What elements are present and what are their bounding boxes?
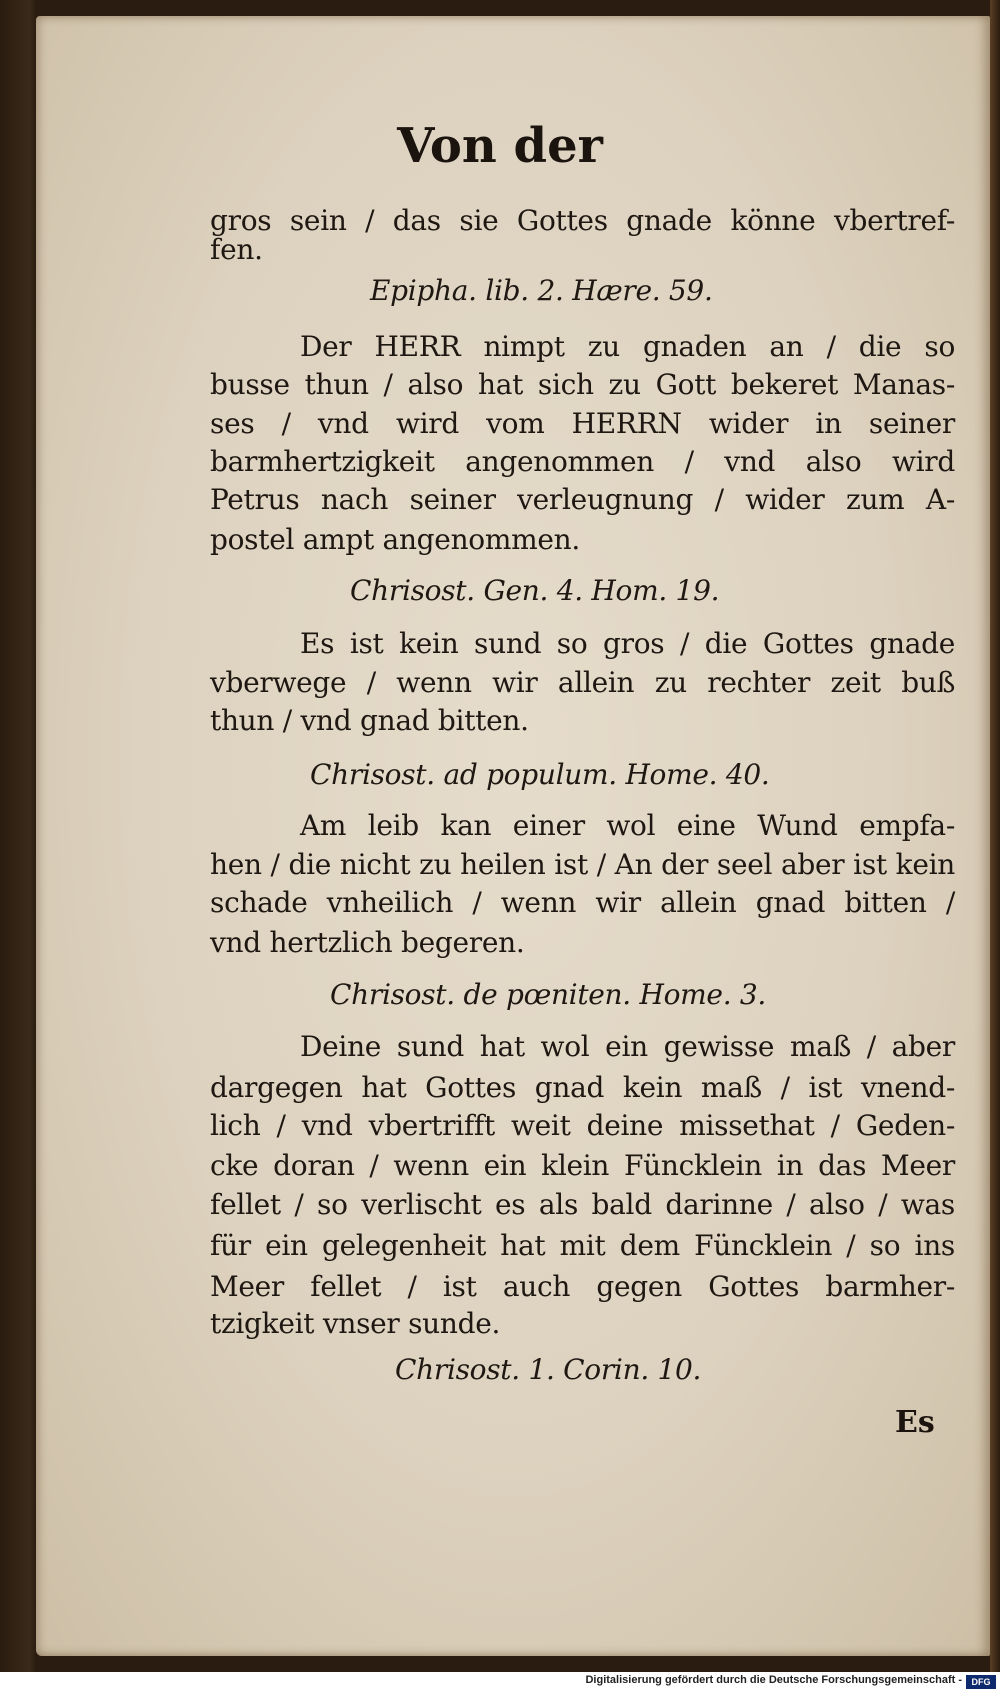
footer-bar bbox=[0, 1672, 1000, 1692]
running-head: Von der bbox=[397, 118, 603, 174]
text-line: barmhertzigkeit angenommen / vnd also wird bbox=[210, 445, 955, 478]
text-line: gros sein / das sie Gottes gnade könne vbertref- bbox=[210, 204, 955, 237]
text-line: tzigkeit vnser sunde. bbox=[210, 1307, 501, 1340]
text-line: für ein gelegenheit hat mit dem Füncklein / so ins bbox=[210, 1229, 955, 1262]
text-line: vnd hertzlich begeren. bbox=[210, 926, 525, 959]
catchword: Es bbox=[895, 1405, 935, 1440]
text-line: Am leib kan einer wol eine Wund empfa- bbox=[300, 809, 955, 842]
funding-credit: Digitalisierung gefördert durch die Deutsche Forschungsgemeinschaft - bbox=[585, 1674, 962, 1686]
text-line: Deine sund hat wol ein gewisse maß / aber bbox=[300, 1030, 955, 1063]
dfg-logo: DFG bbox=[966, 1675, 996, 1689]
text-line: dargegen hat Gottes gnad kein maß / ist vnend- bbox=[210, 1071, 955, 1104]
text-line: Es ist kein sund so gros / die Gottes gnade bbox=[300, 627, 955, 660]
text-line: lich / vnd vbertrifft weit deine missethat / Geden- bbox=[210, 1109, 955, 1142]
text-line: Meer fellet / ist auch gegen Gottes barmher- bbox=[210, 1270, 955, 1303]
text-line: fellet / so verlischt es als bald darinne / also / was bbox=[210, 1188, 955, 1221]
citation: Chrisost. ad populum. Home. 40. bbox=[310, 758, 770, 791]
text-line: ses / vnd wird vom HERRN wider in seiner bbox=[210, 407, 955, 440]
citation: Chrisost. Gen. 4. Hom. 19. bbox=[350, 574, 720, 607]
text-line: fen. bbox=[210, 233, 263, 266]
citation: Chrisost. de pœniten. Home. 3. bbox=[330, 978, 767, 1011]
text-line: Petrus nach seiner verleugnung / wider zum A- bbox=[210, 483, 955, 516]
text-line: thun / vnd gnad bitten. bbox=[210, 704, 529, 737]
text-line: busse thun / also hat sich zu Gott bekeret Manas- bbox=[210, 368, 955, 401]
text-line: cke doran / wenn ein klein Füncklein in das Meer bbox=[210, 1149, 955, 1182]
text-line: schade vnheilich / wenn wir allein gnad bitten / bbox=[210, 886, 955, 919]
text-line: hen / die nicht zu heilen ist / An der seel aber ist kein bbox=[210, 848, 955, 881]
text-line: postel ampt angenommen. bbox=[210, 523, 580, 556]
citation: Epipha. lib. 2. Hære. 59. bbox=[370, 274, 713, 307]
text-line: Der HERR nimpt zu gnaden an / die so bbox=[300, 330, 955, 363]
citation: Chrisost. 1. Corin. 10. bbox=[395, 1353, 702, 1386]
page-edge bbox=[990, 0, 1000, 1672]
text-line: vberwege / wenn wir allein zu rechter zeit buß bbox=[210, 666, 955, 699]
